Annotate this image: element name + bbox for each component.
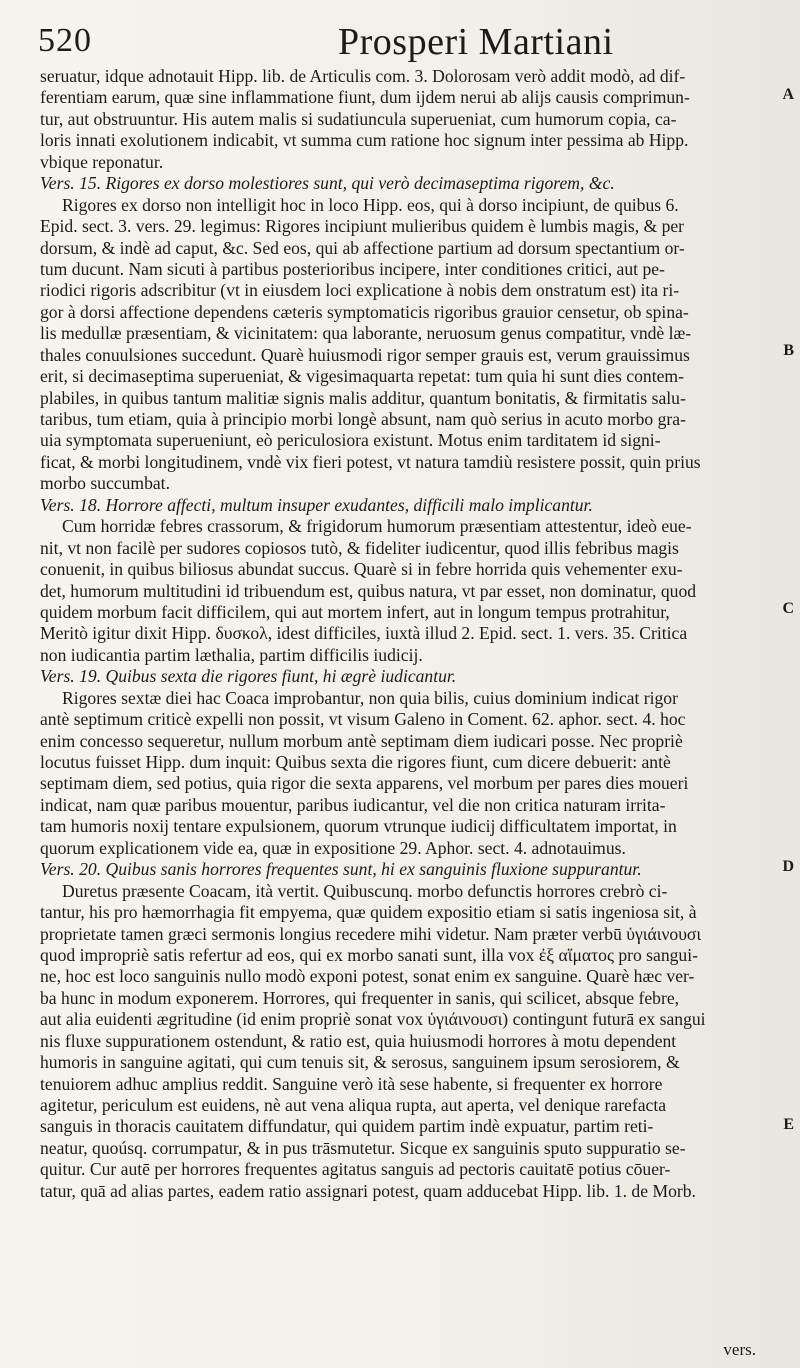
text-line: Vers. 18. Horrore affecti, multum insuper exudantes, difficili malo implicantur. xyxy=(40,494,593,515)
text-line: erit, si decimaseptima superueniat, & vigesimaquarta repetat: tum quia hi sunt dies contem- xyxy=(40,366,684,387)
running-title: Prosperi Martiani xyxy=(338,21,614,63)
text-line: quorum explicationem vide ea, quæ in expositione 29. Aphor. sect. 4. adnotauimus. xyxy=(40,837,626,858)
text-line: proprietate tamen græci sermonis longius recedere mihi videtur. Nam præter verbū ὑγιάινουσι xyxy=(40,923,702,944)
text-line: det, humorum multitudini id tribuendum est, quibus natura, vt par esset, non dominatur, quod xyxy=(40,580,697,601)
text-line: nis fluxe suppurationem ostendunt, & ratio est, quia huiusmodi horrores à motu dependent xyxy=(40,1030,677,1051)
text-line: Epid. sect. 3. vers. 29. legimus: Rigores incipiunt mulieribus quidem è lumbis magis, & per xyxy=(40,216,685,237)
text-line: Vers. 20. Quibus sanis horrores frequentes sunt, hi ex sanguinis fluxione suppurantur. xyxy=(40,859,642,880)
text-line: quidem morbum facit difficilem, qui aut mortem infert, aut in longum tempus protrahitur, xyxy=(40,601,670,622)
text-line: loris innati exolutionem indicabit, vt summa cum ratione hoc signum inter pessima ab Hipp. xyxy=(40,130,689,151)
text-line: locutus fuisset Hipp. dum inquit: Quibus sexta die rigores fiunt, cum dicere debuerit: antè xyxy=(40,752,671,772)
text-line: nit, vt non facilè per sudores copiosos tutò, & fideliter iudicentur, quod illis febribus magis xyxy=(40,537,679,558)
margin-letter-e: E xyxy=(783,1116,794,1133)
text-line: lis medullæ præsentiam, & vicinitatem: qua laborante, neruosum genus compatitur, vndè læ- xyxy=(40,323,692,344)
text-line: Meritò igitur dixit Hipp. δυσκολ, idest difficiles, iuxtà illud 2. Epid. sect. 1. vers. 35. Critica xyxy=(40,623,688,644)
text-line: taribus, tum etiam, quia à principio morbi longè absunt, nam quò serius in acuto morbo gra- xyxy=(40,409,686,429)
text-line: tam humoris noxij tentare expulsionem, quorum vtrunque iudicij difficultatem importat, in xyxy=(40,816,677,837)
text-line: indicat, nam quæ paribus mouentur, paribus iudicantur, vel die non critica naturam irrita- xyxy=(40,794,666,815)
text-line: quitur. Cur autē per horrores frequentes agitatus sanguis ad pectoris cauitatē potius cōuer- xyxy=(40,1159,671,1180)
text-line: Rigores sextæ diei hac Coaca improbantur, non quia bilis, cuius dominium indicat rigor xyxy=(62,687,678,708)
text-line: sanguis in thoracis cauitatem diffundatur, qui quidem partim indè expuatur, partim reti- xyxy=(40,1116,654,1137)
text-line: vbique reponatur. xyxy=(40,151,164,172)
text-line: tum ducunt. Nam sicuti à partibus posterioribus incipere, inter conditiones critici, aut pe- xyxy=(40,258,665,279)
text-line: ne, hoc est loco sanguinis nullo modò exponi potest, sonat enim ex sanguine. Quarè hæc ver- xyxy=(40,966,695,987)
text-line: ferentiam earum, quæ sine inflammatione fiunt, dum ijdem nerui ab alijs causis comprimun- xyxy=(40,87,690,108)
text-line: tenuiorem adhuc amplius reddit. Sanguine verò ità sese habente, si frequenter ex horrore xyxy=(40,1073,663,1094)
text-line: septimam diem, sed potius, quia rigor die sexta apparens, vel morbum per pares dies moueri xyxy=(40,773,689,794)
text-line: Duretus præsente Coacam, ità vertit. Quibuscunq. morbo defunctis horrores crebrò ci- xyxy=(62,880,668,901)
text-line: neatur, quoúsq. corrumpatur, & in pus trāsmutetur. Sicque ex sanguinis sputo suppuratio se- xyxy=(40,1137,686,1158)
page-number: 520 xyxy=(38,22,92,59)
text-line: uia symptomata superueniunt, eò periculosiora existunt. Motus enim tarditatem id signi- xyxy=(40,430,661,451)
text-line: dorsum, & indè ad caput, &c. Sed eos, qui ab affectione partium ad dorsum spectantium or- xyxy=(40,237,685,258)
text-line: tatur, quā ad alias partes, eadem ratio assignari potest, quam adducebat Hipp. lib. 1. de Morb. xyxy=(40,1180,696,1201)
margin-letter-d: D xyxy=(782,858,794,875)
text-line: thales conuulsiones succedunt. Quarè huiusmodi rigor semper grauis est, verum grauissimus xyxy=(40,344,690,365)
catchword: vers. xyxy=(723,1340,756,1359)
text-line: quod impropriè satis refertur ad eos, qui ex morbo sanati sunt, illa vox ἐξ αἵματος pro sangui- xyxy=(40,944,698,965)
text-line: Vers. 15. Rigores ex dorso molestiores sunt, qui verò decimaseptima rigorem, &c. xyxy=(40,173,615,194)
text-line: ficat, & morbi longitudinem, vndè vix fieri potest, vt natura tamdiù resistere possit, quin prius xyxy=(40,451,701,472)
text-line: morbo succumbat. xyxy=(40,473,170,494)
text-line: antè septimum criticè expelli non possit, vt visum Galeno in Coment. 62. aphor. sect. 4. hoc xyxy=(40,709,686,730)
text-line: non iudicantia partim læthalia, partim difficilis iudicij. xyxy=(40,644,423,665)
text-line: tantur, his pro hæmorrhagia fit empyema, quæ quidem expositio etiam si satis ingeniosa sit, à xyxy=(40,902,697,923)
margin-letter-b: B xyxy=(783,342,794,359)
text-line: agitetur, periculum est euidens, nè aut vena aliqua rupta, aut aperta, vel denique rarefacta xyxy=(40,1095,667,1115)
text-line: tur, aut obstruuntur. His autem malis si sudatiuncula superueniat, cum humorum copia, ca- xyxy=(40,108,677,129)
text-line: Vers. 19. Quibus sexta die rigores fiunt, hi ægrè iudicantur. xyxy=(40,666,457,687)
text-line: plabiles, in quibus tantum malitiæ signis malis additur, quantum bonitatis, & firmitatis salu- xyxy=(40,387,686,408)
text-line: humoris in sanguine agitati, qui cum tenuis sit, & serosus, sanguinem ipsum serosiorem, & xyxy=(40,1052,680,1073)
text-line: aut alia euidenti ægritudine (id enim propriè sonat vox ὑγιάινουσι) contingunt futurā ex sangui xyxy=(40,1009,706,1030)
text-line: seruatur, idque adnotauit Hipp. lib. de Articulis com. 3. Dolorosam verò addit modò, ad dif- xyxy=(40,66,686,86)
text-line: ba hunc in modum exponerem. Horrores, qui frequenter in sanis, qui scilicet, absque febre, xyxy=(40,987,680,1008)
text-line: enim concesso sequeretur, nullum morbum antè septimam diem iudicari posse. Nec propriè xyxy=(40,730,683,751)
text-line: conuenit, in quibus biliosus abundat succus. Quarè si in febre horrida quis vehementer exu- xyxy=(40,559,683,580)
text-line: Rigores ex dorso non intelligit hoc in loco Hipp. eos, qui à dorso incipiunt, de quibus 6. xyxy=(62,194,679,215)
margin-letter-a: A xyxy=(782,86,794,103)
text-line: riodici rigoris adscribitur (vt in eiusdem loci explicatione à nobis dem onstratum est) ita ri- xyxy=(40,280,680,301)
text-line: gor à dorsi affectione dependens cæteris symptomaticis rigoribus grauior censetur, ob spina- xyxy=(40,301,689,322)
page-header xyxy=(38,16,760,64)
body-text xyxy=(40,66,784,1202)
margin-letter-c: C xyxy=(782,600,794,617)
text-line: Cum horridæ febres crassorum, & frigidorum humorum præsentiam attestentur, ideò eue- xyxy=(62,516,692,537)
